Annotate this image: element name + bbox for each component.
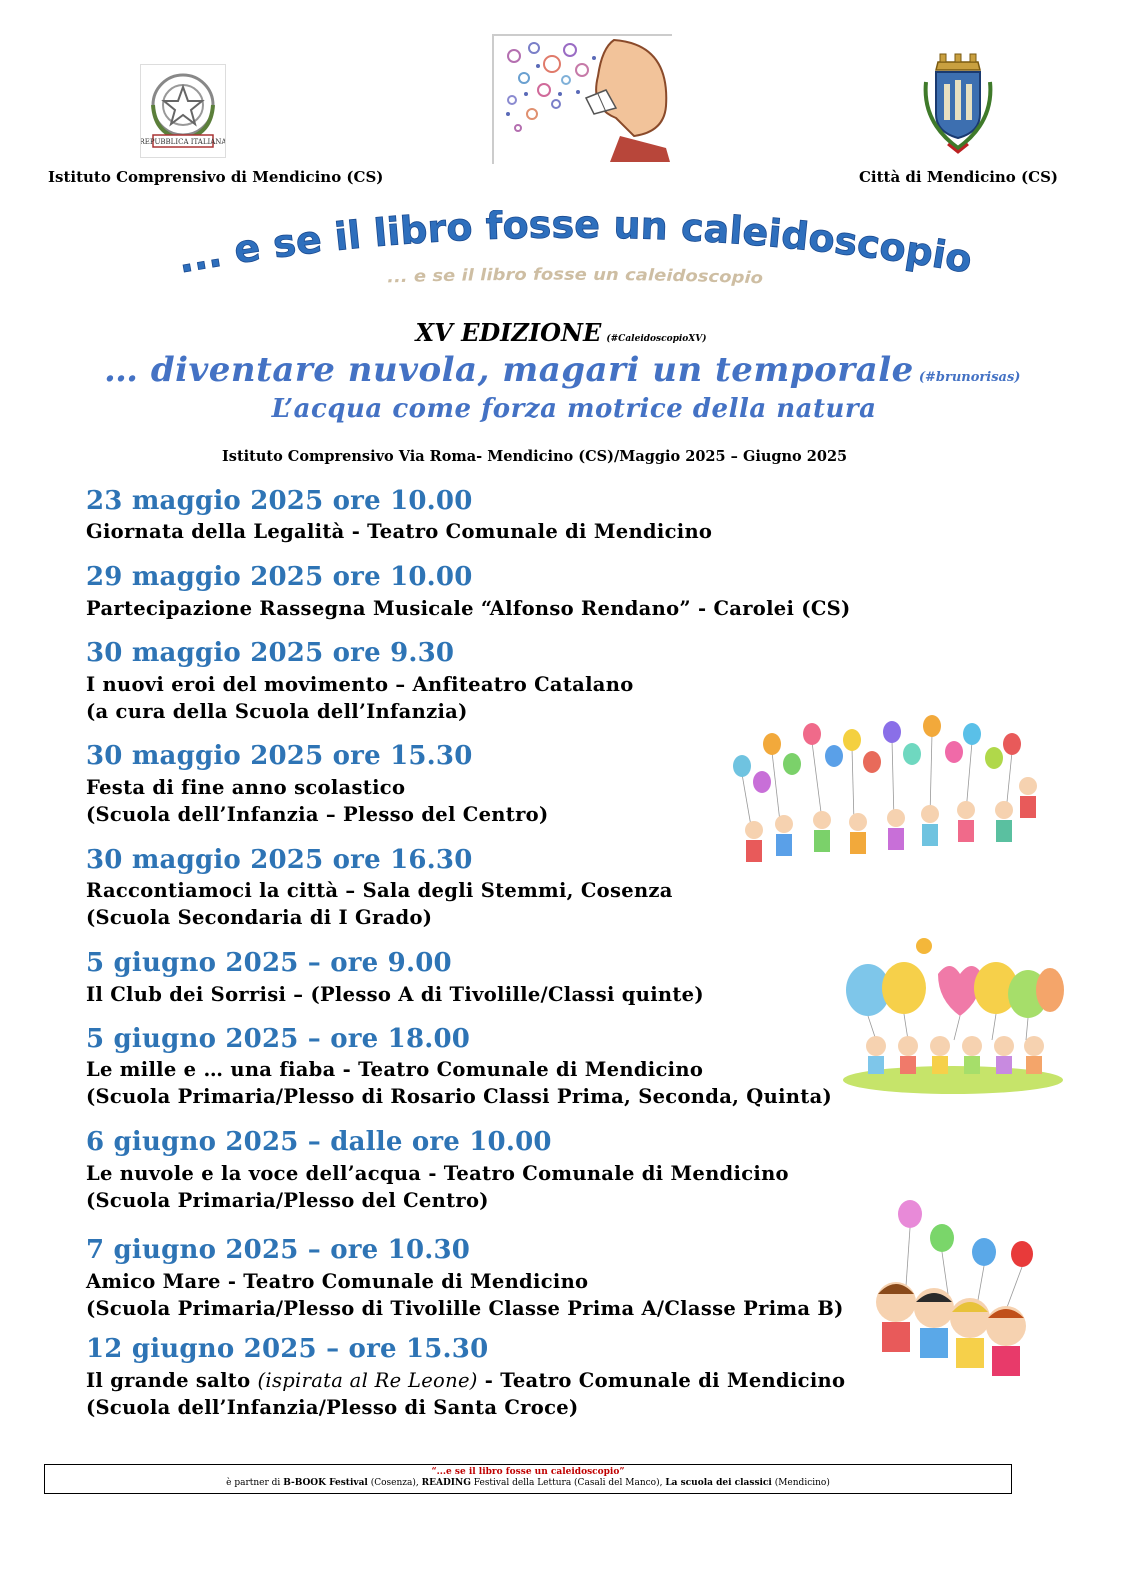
main-title-reflection: ... e se il libro fosse un caleidoscopio: [386, 265, 764, 289]
event-date: 30 maggio 2025 ore 9.30: [86, 638, 455, 668]
four-kids-balloons-illustration-icon: [866, 1198, 1038, 1382]
partner-classici: La scuola dei classici: [665, 1478, 772, 1488]
subtitle-line: [104, 350, 1020, 390]
event-description: Raccontiamoci la città – Sala degli Stemmi, Cosenza: [86, 879, 673, 902]
event-date: 7 giugno 2025 – ore 10.30: [86, 1235, 471, 1265]
partner-footer: [44, 1464, 1012, 1494]
emblem-ribbon-text: REPUBBLICA ITALIANA: [141, 138, 225, 146]
edition-label: XV EDIZIONE: [415, 318, 602, 347]
event-detail: (Scuola dell’Infanzia – Plesso del Centro): [86, 803, 549, 826]
partner-bbook-location: (Cosenza),: [367, 1478, 422, 1488]
event-description-pre: Il grande salto: [86, 1369, 258, 1392]
partner-reading-rest: Festival della Lettura (Casali del Manco),: [470, 1478, 666, 1488]
event-date: 6 giugno 2025 – dalle ore 10.00: [86, 1127, 552, 1157]
event-description: I nuovi eroi del movimento – Anfiteatro Catalano: [86, 673, 634, 696]
event-detail: (Scuola Primaria/Plesso di Tivolille Classe Prima A/Classe Prima B): [86, 1297, 844, 1320]
book-kaleidoscope-illustration-icon: [492, 34, 672, 164]
edition-line: [0, 318, 1122, 347]
event-description-italic: (ispirata al Re Leone): [257, 1369, 478, 1392]
main-title: [110, 210, 1040, 320]
event-description: [86, 1369, 845, 1392]
event-description: Giornata della Legalità - Teatro Comunale di Mendicino: [86, 520, 713, 543]
venue-line: Istituto Comprensivo Via Roma- Mendicino (CS)/Maggio 2025 – Giugno 2025: [222, 448, 848, 465]
event-detail: (Scuola Primaria/Plesso del Centro): [86, 1189, 489, 1212]
event-date: 30 maggio 2025 ore 16.30: [86, 845, 473, 875]
event-description: Le mille e … una fiaba - Teatro Comunale di Mendicino: [86, 1058, 704, 1081]
event-description: Le nuvole e la voce dell’acqua - Teatro Comunale di Mendicino: [86, 1162, 789, 1185]
mendicino-coat-of-arms-icon: [918, 52, 998, 156]
kids-holding-hands-balloons-illustration-icon: [842, 930, 1064, 1094]
event-date: 5 giugno 2025 – ore 9.00: [86, 948, 452, 978]
event-description: Il Club dei Sorrisi – (Plesso A di Tivolille/Classi quinte): [86, 983, 704, 1006]
event-description-post: - Teatro Comunale di Mendicino: [477, 1369, 846, 1392]
event-description: Partecipazione Rassegna Musicale “Alfonso Rendano” - Carolei (CS): [86, 597, 851, 620]
svg-text:... e se il libro fosse un cal: [387, 266, 764, 289]
footer-title: “...e se il libro fosse un caleidoscopio”: [431, 1467, 625, 1477]
footer-partners: [45, 1478, 1011, 1488]
event-date: 30 maggio 2025 ore 15.30: [86, 741, 473, 771]
kids-with-balloons-illustration-icon: [722, 712, 1052, 872]
event-detail: (Scuola dell’Infanzia/Plesso di Santa Croce): [86, 1396, 579, 1419]
subtitle-text: … diventare nuvola, magari un temporale: [104, 350, 914, 390]
main-title-text: ... e se il libro fosse un caleidoscopio: [174, 210, 976, 282]
event-description: Festa di fine anno scolastico: [86, 776, 406, 799]
italian-republic-emblem-icon: [140, 64, 226, 158]
event-date: 23 maggio 2025 ore 10.00: [86, 486, 473, 516]
event-date: 12 giugno 2025 – ore 15.30: [86, 1334, 489, 1364]
city-name-label: Città di Mendicino (CS): [858, 168, 1058, 186]
event-date: 5 giugno 2025 – ore 18.00: [86, 1024, 471, 1054]
partner-classici-location: (Mendicino): [771, 1478, 830, 1488]
edition-hashtag: (#CaleidoscopioXV): [606, 334, 707, 344]
event-detail: (a cura della Scuola dell’Infanzia): [86, 700, 468, 723]
footer-prefix: è partner di: [226, 1478, 284, 1488]
tagline: L’acqua come forza motrice della natura: [271, 394, 877, 424]
partner-reading: READING: [421, 1478, 471, 1488]
event-description: Amico Mare - Teatro Comunale di Mendicino: [86, 1270, 589, 1293]
event-detail: (Scuola Secondaria di I Grado): [86, 906, 433, 929]
partner-bbook: B-BOOK Festival: [283, 1478, 368, 1488]
event-detail: (Scuola Primaria/Plesso di Rosario Classi Prima, Seconda, Quinta): [86, 1085, 833, 1108]
school-name-label: Istituto Comprensivo di Mendicino (CS): [48, 168, 384, 186]
event-date: 29 maggio 2025 ore 10.00: [86, 562, 473, 592]
subtitle-hashtag: (#brunorisas): [918, 370, 1021, 385]
